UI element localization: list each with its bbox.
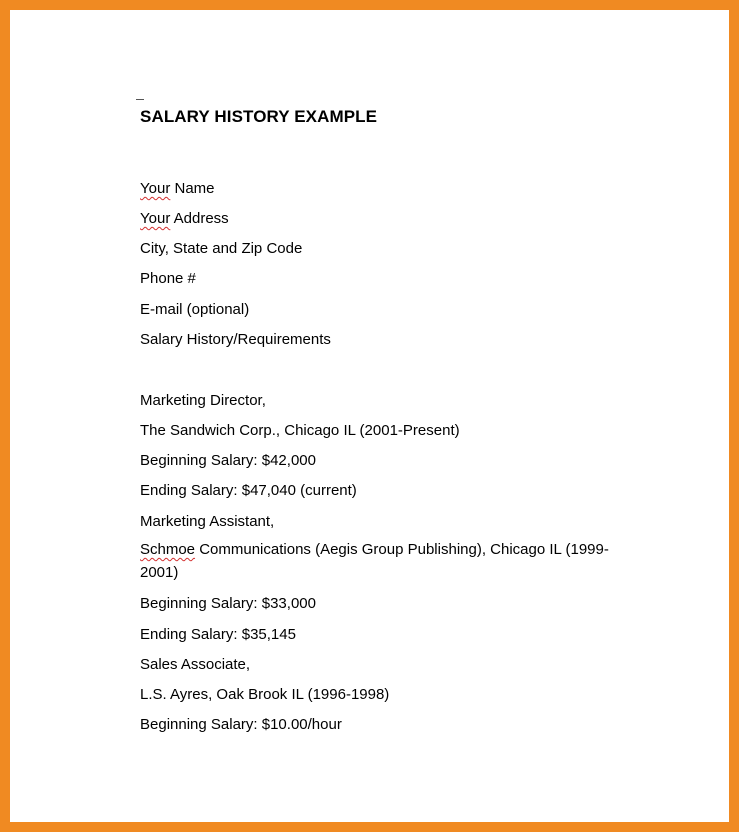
contact-email: E-mail (optional) — [140, 301, 250, 318]
contact-city: City, State and Zip Code — [140, 240, 303, 257]
contact-phone: Phone # — [140, 270, 196, 287]
contact-name: Your Name — [140, 180, 215, 197]
job-company: L.S. Ayres, Oak Brook IL (1996-1998) — [140, 686, 390, 703]
job-company: Schmoe Communications (Aegis Group Publishing), Chicago IL (1999-2001) — [140, 541, 609, 581]
job-title: Marketing Director, — [140, 392, 266, 409]
document-title: SALARY HISTORY EXAMPLE — [140, 107, 378, 126]
spellcheck-word: Your — [140, 180, 171, 197]
margin-mark — [136, 99, 144, 100]
job-title: Marketing Assistant, — [140, 513, 275, 530]
ending-salary: Ending Salary: $35,145 — [140, 626, 296, 643]
beginning-salary: Beginning Salary: $42,000 — [140, 452, 316, 469]
spellcheck-word: Schmoe — [140, 541, 196, 558]
contact-address: Your Address — [140, 210, 229, 227]
salary-requirements-heading: Salary History/Requirements — [140, 331, 331, 348]
beginning-salary: Beginning Salary: $33,000 — [140, 595, 316, 612]
job-title: Sales Associate, — [140, 656, 251, 673]
job-company: The Sandwich Corp., Chicago IL (2001-Present) — [140, 422, 460, 439]
document-page — [10, 10, 729, 822]
beginning-salary: Beginning Salary: $10.00/hour — [140, 716, 342, 733]
ending-salary: Ending Salary: $47,040 (current) — [140, 482, 357, 499]
spellcheck-word: Your — [140, 210, 171, 227]
